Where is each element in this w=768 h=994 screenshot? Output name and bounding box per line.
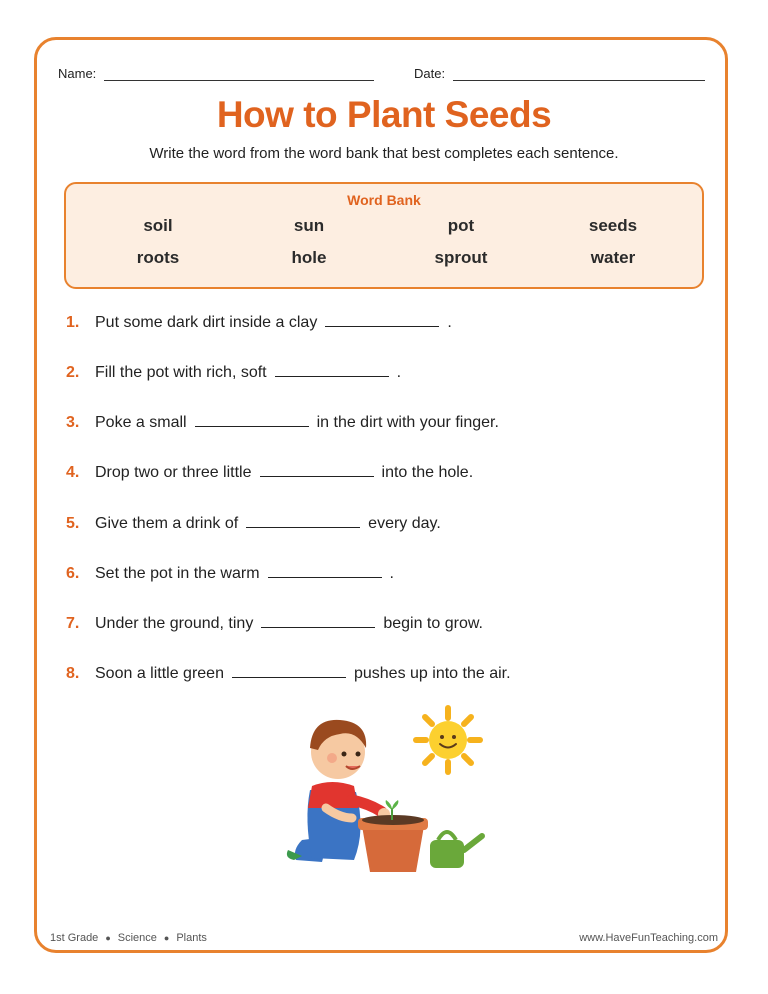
word-bank-item: pot [447, 216, 475, 235]
word-bank-item: seeds [588, 216, 638, 235]
question-text-end: . [447, 314, 452, 331]
word-bank [64, 182, 704, 289]
question-number: 1. [66, 314, 80, 331]
question-text-end: in the dirt with your finger. [316, 414, 499, 431]
footer-tag: 1st Grade [50, 932, 99, 944]
answer-blank[interactable] [325, 312, 439, 327]
page-title: How to Plant Seeds [216, 94, 552, 135]
word-bank-item: hole [291, 248, 327, 267]
question-number: 6. [66, 565, 80, 582]
question-8 [66, 663, 511, 683]
answer-blank[interactable] [232, 663, 346, 678]
question-text: Drop two or three little [95, 464, 252, 481]
question-number: 2. [66, 364, 80, 381]
question-text: Put some dark dirt inside a clay [95, 314, 318, 331]
watering-can-icon [430, 832, 482, 868]
word-bank-item: soil [143, 216, 173, 235]
date-label: Date: [414, 66, 446, 81]
answer-blank[interactable] [261, 613, 375, 628]
question-number: 7. [66, 615, 80, 632]
question-text-end: pushes up into the air. [353, 665, 511, 682]
question-4 [66, 462, 473, 482]
answer-blank[interactable] [268, 563, 382, 578]
question-1 [66, 312, 452, 332]
question-text-end: . [389, 565, 394, 582]
question-5 [66, 513, 441, 533]
name-label: Name: [58, 66, 97, 81]
question-text-end: begin to grow. [383, 615, 483, 632]
word-bank-item: sun [293, 216, 325, 235]
bullet-icon: ● [163, 933, 170, 943]
question-number: 3. [66, 414, 80, 431]
gardening-illustration [282, 700, 492, 880]
answer-blank[interactable] [246, 513, 360, 528]
footer-tags [50, 932, 207, 944]
answer-blank[interactable] [260, 462, 374, 477]
question-text: Under the ground, tiny [95, 615, 254, 632]
answer-blank[interactable] [195, 412, 309, 427]
question-text: Set the pot in the warm [95, 565, 260, 582]
word-bank-item: roots [136, 248, 180, 267]
date-line[interactable] [453, 66, 705, 81]
question-text-end: into the hole. [381, 464, 474, 481]
question-6 [66, 563, 394, 583]
question-7 [66, 613, 483, 633]
word-bank-item: sprout [434, 248, 488, 267]
date-row [414, 66, 705, 81]
question-3 [66, 412, 499, 432]
name-line[interactable] [104, 66, 374, 81]
question-text: Soon a little green [95, 665, 224, 682]
name-row [58, 66, 374, 81]
answer-blank[interactable] [275, 362, 389, 377]
question-text-end: . [396, 364, 402, 381]
question-text-end: every day. [368, 515, 441, 532]
question-2 [66, 362, 401, 382]
word-bank-item: water [590, 248, 636, 267]
question-text: Give them a drink of [95, 515, 239, 532]
question-number: 4. [66, 464, 80, 481]
question-number: 5. [66, 515, 80, 532]
question-number: 8. [66, 665, 80, 682]
instructions: Write the word from the word bank that best completes each sentence. [149, 145, 619, 162]
sun-icon [416, 708, 480, 772]
question-text: Poke a small [95, 414, 187, 431]
word-bank-title: Word Bank [347, 192, 421, 208]
footer-tag: Science [117, 932, 157, 944]
footer-website: www.HaveFunTeaching.com [579, 932, 718, 944]
question-text: Fill the pot with rich, soft [95, 364, 267, 381]
footer-tag: Plants [176, 932, 207, 944]
bullet-icon: ● [105, 933, 111, 943]
